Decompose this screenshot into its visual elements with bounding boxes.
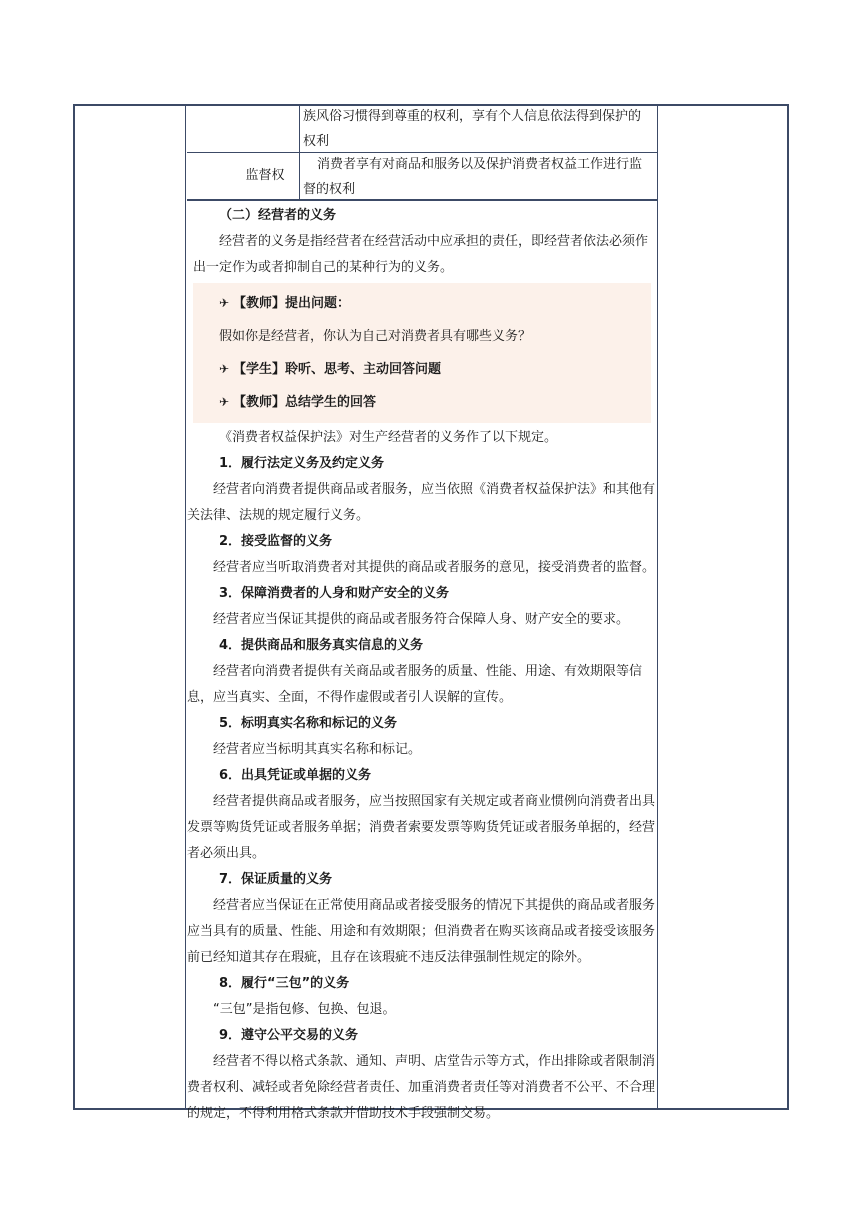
duty-body: 经营者提供商品或者服务，应当按照国家有关规定或者商业惯例向消费者出具发票等购货凭证或者服务单据；消费者索要发票等购货凭证或者服务单据的，经营者必须出具。 xyxy=(187,794,656,861)
column-divider xyxy=(185,106,186,1108)
duty-body: 经营者向消费者提供商品或者服务，应当依照《消费者权益保护法》和其他有关法律、法规的规定履行义务。 xyxy=(187,482,656,523)
lesson-table xyxy=(73,104,789,1121)
content-cell xyxy=(187,106,657,1127)
plane-icon: ✈ xyxy=(219,395,230,409)
section-heading: （二）经营者的义务 xyxy=(219,208,337,223)
duty-body: “三包”是指包修、包换、包退。 xyxy=(213,1002,396,1017)
duty-body: 经营者应当保证其提供的商品或者服务符合保障人身、财产安全的要求。 xyxy=(213,612,630,627)
teacher-summary: ✈ 【教师】总结学生的回答 xyxy=(193,386,651,419)
duty-title: 5．标明真实名称和标记的义务 xyxy=(219,716,398,731)
plane-icon: ✈ xyxy=(219,362,230,376)
duty-title: 4．提供商品和服务真实信息的义务 xyxy=(219,638,424,653)
duty-body: 经营者向消费者提供有关商品或者服务的质量、性能、用途、有效期限等信息，应当真实、全面，不得作虚假或者引人误解的宣传。 xyxy=(187,664,643,705)
rights-row xyxy=(187,152,657,201)
rights-row-text: 消费者享有对商品和服务以及保护消费者权益工作进行监督的权利 xyxy=(303,157,643,197)
rights-row xyxy=(187,106,657,153)
teacher-ask: ✈ 【教师】提出问题： xyxy=(193,287,651,320)
column-divider xyxy=(657,106,658,1108)
duty-title: 7．保证质量的义务 xyxy=(219,872,333,887)
duty-title: 1．履行法定义务及约定义务 xyxy=(219,456,385,471)
duties-list xyxy=(187,451,657,1127)
teaching-interaction-box xyxy=(193,283,651,423)
student-activity: ✈ 【学生】聆听、思考、主动回答问题 xyxy=(193,353,651,386)
duty-body: 经营者应当标明其真实名称和标记。 xyxy=(213,742,422,757)
duty-title: 8．履行“三包”的义务 xyxy=(219,976,350,991)
plane-icon: ✈ xyxy=(219,296,230,310)
duty-body: 经营者应当听取消费者对其提供的商品或者服务的意见，接受消费者的监督。 xyxy=(213,560,656,575)
duty-title: 9．遵守公平交易的义务 xyxy=(219,1028,359,1043)
duty-title: 3．保障消费者的人身和财产安全的义务 xyxy=(219,586,450,601)
rights-row-text: 族风俗习惯得到尊重的权利，享有个人信息依法得到保护的权利 xyxy=(303,109,642,149)
rights-row-label: 监督权 xyxy=(245,168,285,183)
law-intro: 《消费者权益保护法》对生产经营者的义务作了以下规定。 xyxy=(219,430,558,445)
rights-table xyxy=(187,106,657,201)
rights-table-divider xyxy=(299,106,300,201)
question: 假如你是经营者，你认为自己对消费者具有哪些义务？ xyxy=(219,329,532,344)
duty-title: 2．接受监督的义务 xyxy=(219,534,333,549)
section-intro: 经营者的义务是指经营者在经营活动中应承担的责任，即经营者依法必须作出一定作为或者抑制自己的某种行为的义务。 xyxy=(193,234,649,275)
duty-body: 经营者应当保证在正常使用商品或者接受服务的情况下其提供的商品或者服务应当具有的质量、性能、用途和有效期限；但消费者在购买该商品或者接受该服务前已经知道其存在瑕疵，且存在该瑕疵不违反法律强制性规定的除外。 xyxy=(187,898,656,965)
duty-body: 经营者不得以格式条款、通知、声明、店堂告示等方式，作出排除或者限制消费者权利、减轻或者免除经营者责任、加重消费者责任等对消费者不公平、不合理的规定，不得利用格式条款并借助技术手段强制交易。 xyxy=(187,1054,656,1121)
duty-title: 6．出具凭证或单据的义务 xyxy=(219,768,372,783)
